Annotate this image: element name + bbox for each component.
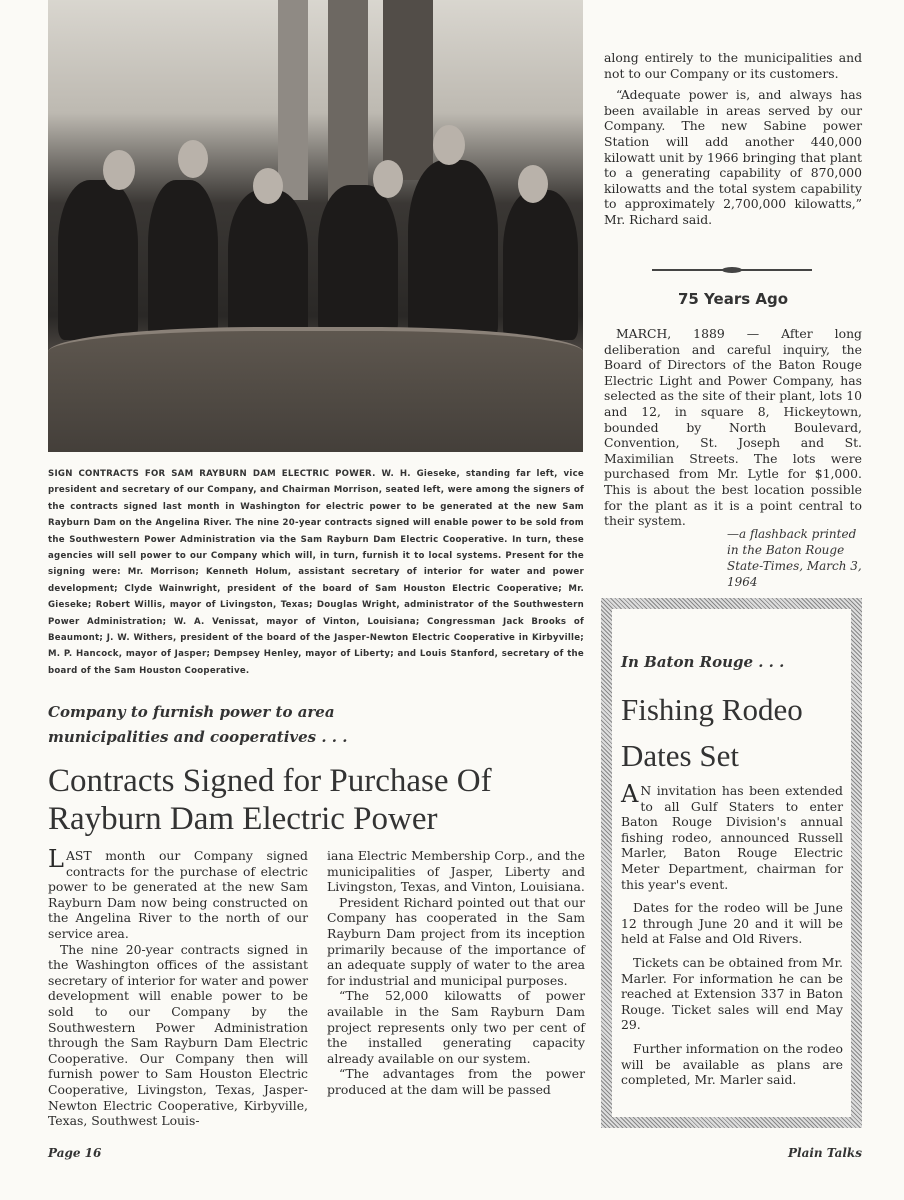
article-headline: Contracts Signed for Purchase Of Rayburn Dam Electric Power: [48, 763, 492, 837]
paragraph: “The advantages from the power produced at the dam will be passed: [327, 1066, 585, 1097]
person: [433, 125, 465, 165]
person: [373, 160, 403, 198]
person: [408, 160, 498, 340]
desk: [48, 327, 583, 452]
article-subhead: Company to furnish power to area municipalities and cooperatives . . .: [48, 703, 348, 746]
article-column-3: [604, 50, 862, 228]
paragraph: “The 52,000 kilowatts of power available in the Sam Rayburn Dam project represents only two per cent of the installed generating capacity already available on our system.: [327, 988, 585, 1066]
person: [518, 165, 548, 203]
paragraph-text: N invitation has been extended to all Gulf Staters to enter Baton Rouge Division's annual fishing rodeo, announced Russell Marler, Baton Rouge Electric Meter Department, chairman for this year's event.: [621, 783, 843, 892]
photo-caption: SIGN CONTRACTS FOR SAM RAYBURN DAM ELECTRIC POWER. W. H. Gieseke, standing far left, vice president and secretary of our Company, and Chairman Morrison, seated left, were among the signers of the contracts signed last month in Washington for electric power to be generated at the new Sam Rayburn Dam on the Angelina River. The nine 20-year contracts signed will enable power to be sold from the Southwestern Power Administration via the Sam Rayburn Dam Electric Cooperative. In turn, these agencies will sell power to our Company which will, in turn, furnish it to local systems. Present for the signing were: Mr. Morrison; Kenneth Holum, assistant secretary of interior for water and power development; Clyde Wainwright, president of the board of Sam Houston Electric Cooperative; Mr. Gieseke; Robert Willis, mayor of Livingston, Texas; Douglas Wright, administrator of the Southwestern Power Administration; W. A. Venissat, mayor of Vinton, Louisiana; Congressman Jack Brooks of Beaumont; J. W. Withers, president of the board of the Jasper-Newton Electric Cooperative in Kirbyville; M. P. Hancock, mayor of Jasper; Dempsey Henley, mayor of Liberty; and Louis Stanford, secretary of the board of the Sam Houston Cooperative.: [48, 469, 584, 676]
paragraph: [621, 780, 843, 892]
flag: [278, 0, 308, 200]
paragraph: Dates for the rodeo will be June 12 through June 20 and it will be held at False and Old Rivers.: [621, 900, 843, 947]
drop-cap: L: [48, 845, 64, 873]
paragraph: President Richard pointed out that our Company has cooperated in the Sam Rayburn Dam project from its inception primarily because of the importance of an adequate supply of water to the area for industrial and municipal purposes.: [327, 894, 585, 988]
publication-name: Plain Talks: [787, 1146, 862, 1160]
sidebar-kicker: In Baton Rouge . . .: [621, 653, 785, 671]
paragraph: MARCH, 1889 — After long deliberation and careful inquiry, the Board of Directors of the Baton Rouge Electric Light and Power Company, has selected as the site of their plant, lots 10 and 12, in square 8, Hickeytown, bounded by North Boulevard, Convention, St. Joseph and St. Maximilian Streets. The lots were purchased from Mr. Lytle for $1,000. This is about the best location possible for the plant as it is a point central to their system.: [604, 326, 862, 529]
person: [228, 190, 308, 340]
person: [253, 168, 283, 204]
ornamental-divider: [652, 269, 812, 271]
page-number: Page 16: [48, 1146, 102, 1160]
signing-photo: [48, 0, 583, 452]
paragraph: along entirely to the municipalities and not to our Company or its customers.: [604, 50, 862, 81]
paragraph: Further information on the rodeo will be available as plans are completed, Mr. Marler said.: [621, 1040, 843, 1088]
sidebar-title: Fishing Rodeo Dates Set: [621, 692, 803, 773]
paragraph: “Adequate power is, and always has been available in areas served by our Company. The new Sabine power Station will add another 440,000 kilowatt unit by 1966 bringing that plant to a generating capability of 870,000 kilowatts and the total system capability to approximately 2,700,000 kilowatts,” Mr. Richard said.: [604, 87, 862, 227]
article-column-1: [48, 845, 308, 1129]
person: [318, 185, 398, 335]
article-column-2: [327, 848, 585, 1098]
person: [178, 140, 208, 178]
person: [148, 180, 218, 340]
sidebar-body: [621, 780, 843, 1088]
person: [103, 150, 135, 190]
paragraph: The nine 20-year contracts signed in the Washington offices of the assistant secretary of interior for water and power development will enable power to be sold to our Company by the Southwestern Power Administration through the Sam Rayburn Dam Electric Cooperative. Our Company then will furnish power to Sam Houston Electric Cooperative, Livingston, Texas, Jasper-Newton Electric Cooperative, Kirbyville, Texas, Southwest Louis-: [48, 941, 308, 1129]
paragraph-text: AST month our Company signed contracts for the purchase of electric power to be generated at the new Sam Rayburn Dam now being constructed on the Angelina River to the north of our service area.: [48, 848, 308, 941]
flashback-attribution: —a flashback printed in the Baton Rouge State-Times, March 3, 1964: [727, 527, 862, 589]
drop-cap: A: [621, 780, 639, 808]
flashback-heading: 75 Years Ago: [677, 290, 789, 308]
flashback-body: [604, 326, 862, 529]
person: [58, 180, 138, 340]
person: [503, 190, 578, 340]
paragraph: [48, 845, 308, 942]
paragraph: Tickets can be obtained from Mr. Marler. For information he can be reached at Extension 337 in Baton Rouge. Ticket sales will end May 29.: [621, 954, 843, 1033]
flag: [383, 0, 433, 180]
fishing-rodeo-sidebar: [601, 598, 862, 1128]
paragraph: iana Electric Membership Corp., and the municipalities of Jasper, Liberty and Livingston, Texas, and Vinton, Louisiana.: [327, 848, 585, 895]
